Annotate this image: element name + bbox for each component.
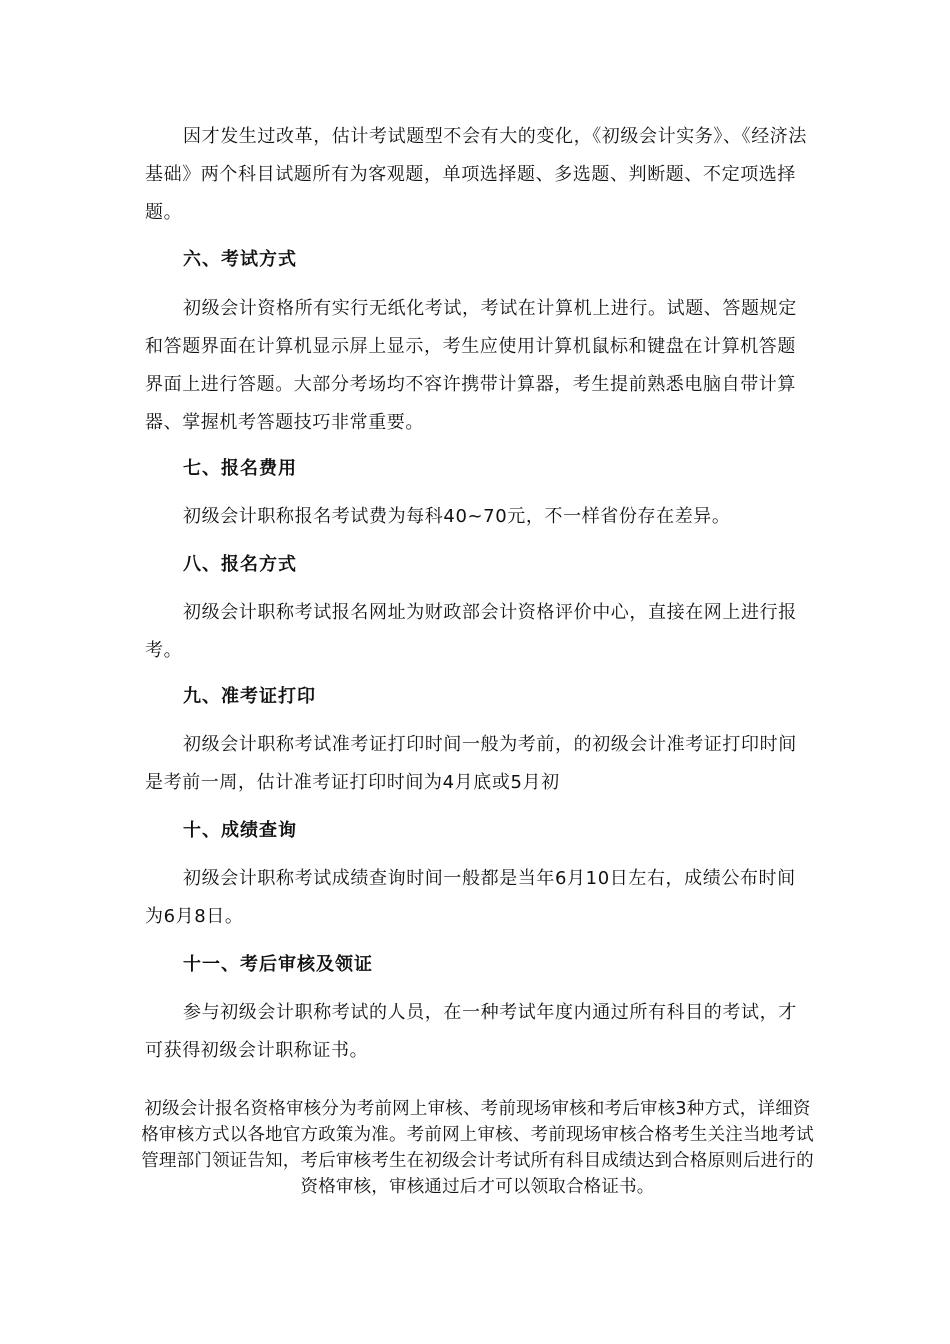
- section-6-heading: 六、考试方式: [183, 249, 297, 270]
- section-10-heading: 十、成绩查询: [183, 820, 297, 841]
- section-8-body: 初级会计职称考试报名网址为财政部会计资格评价中心，直接在网上进行报考。: [145, 602, 797, 661]
- section-11-body: 参与初级会计职称考试的人员，在一种考试年度内通过所有科目的考试，才可获得初级会计职称证书。: [145, 1002, 797, 1061]
- section-7-heading: 七、报名费用: [183, 458, 297, 479]
- intro-paragraph: 因才发生过改革，估计考试题型不会有大的变化，《初级会计实务》、《经济法基础》两个科目试题所有为客观题，单项选择题、多选题、判断题、不定项选择题。: [145, 126, 807, 223]
- section-9-body: 初级会计职称考试准考证打印时间一般为考前，的初级会计准考证打印时间是考前一周，估计准考证打印时间为4月底或5月初: [145, 734, 797, 793]
- closing-note: 初级会计报名资格审核分为考前网上审核、考前现场审核和考后审核3种方式，详细资格审核方式以各地官方政策为准。考前网上审核、考前现场审核合格考生关注当地考试管理部门领证告知，考后审核考生在初级会计考试所有科目成绩达到合格原则后进行的资格审核，审核通过后才可以领取合格证书。: [141, 1099, 814, 1197]
- section-6-body: 初级会计资格所有实行无纸化考试，考试在计算机上进行。试题、答题规定和答题界面在计算机显示屏上显示，考生应使用计算机鼠标和键盘在计算机答题界面上进行答题。大部分考场均不容许携带计算器，考生提前熟悉电脑自带计算器、掌握机考答题技巧非常重要。: [145, 298, 797, 433]
- section-8-heading: 八、报名方式: [183, 554, 297, 575]
- section-10-body: 初级会计职称考试成绩查询时间一般都是当年6月10日左右，成绩公布时间为6月8日。: [145, 868, 796, 927]
- section-11-heading: 十一、考后审核及领证: [183, 954, 373, 975]
- section-9-heading: 九、准考证打印: [183, 686, 316, 707]
- section-7-body: 初级会计职称报名考试费为每科40~70元，不一样省份存在差异。: [183, 506, 731, 527]
